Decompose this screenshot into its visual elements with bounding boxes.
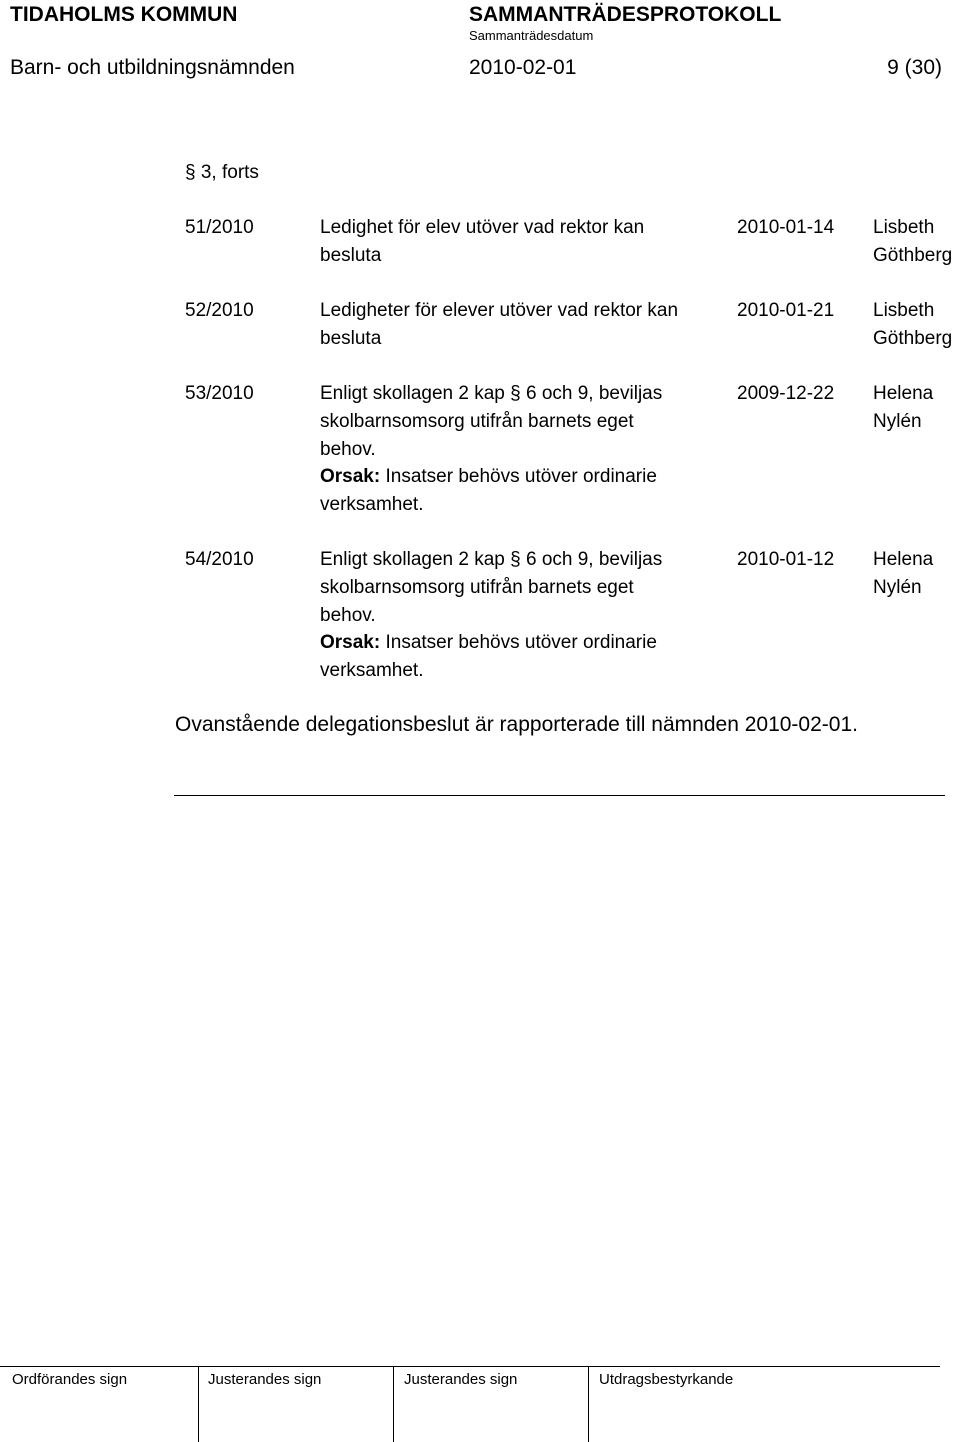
decision-number: 52/2010 xyxy=(185,300,254,321)
committee-name: Barn- och utbildningsnämnden xyxy=(10,56,295,79)
decision-text-line: behov. xyxy=(320,439,376,460)
section-symbol: § xyxy=(510,549,521,570)
section-symbol: § xyxy=(510,383,521,404)
decision-date: 2009-12-22 xyxy=(737,383,835,404)
decision-text-line xyxy=(320,546,662,574)
decision-text-pre: Enligt skollagen 2 kap xyxy=(320,549,505,570)
municipality-name: TIDAHOLMS KOMMUN xyxy=(10,3,238,26)
document-type: SAMMANTRÄDESPROTOKOLL xyxy=(469,3,782,26)
decision-number: 51/2010 xyxy=(185,217,254,238)
divider-line xyxy=(174,795,945,796)
decision-text-line: skolbarnsomsorg utifrån barnets eget xyxy=(320,577,634,598)
decision-text-line xyxy=(320,380,662,408)
decision-text-line: besluta xyxy=(320,245,382,266)
signature-field-certification: Utdragsbestyrkande xyxy=(599,1371,734,1388)
decision-text-post: 6 och 9, beviljas xyxy=(525,549,663,570)
reason-label: Orsak: xyxy=(320,466,381,487)
decision-number: 54/2010 xyxy=(185,549,254,570)
meeting-date-label: Sammanträdesdatum xyxy=(469,28,594,43)
decision-person: Göthberg xyxy=(873,328,953,349)
decision-person: Nylén xyxy=(873,577,922,598)
decision-person: Lisbeth xyxy=(873,300,935,321)
decision-text-pre: Enligt skollagen 2 kap xyxy=(320,383,505,404)
footer-divider xyxy=(588,1366,589,1442)
decision-reason xyxy=(320,629,657,657)
decision-text-line: Ledighet för elev utöver vad rektor kan xyxy=(320,217,645,238)
decision-person: Nylén xyxy=(873,411,922,432)
summary-text: Ovanstående delegationsbeslut är rapporterade till nämnden 2010-02-01. xyxy=(175,713,858,736)
decision-text-line: behov. xyxy=(320,605,376,626)
section-heading-text: 3, forts xyxy=(200,162,259,183)
section-heading xyxy=(185,159,259,187)
page-number: 9 (30) xyxy=(887,56,942,79)
decision-person: Helena xyxy=(873,383,934,404)
signature-field-chair: Ordförandes sign xyxy=(12,1371,128,1388)
meeting-date: 2010-02-01 xyxy=(469,56,577,79)
footer-divider xyxy=(198,1366,199,1442)
decision-reason-cont: verksamhet. xyxy=(320,494,424,515)
reason-label: Orsak: xyxy=(320,632,381,653)
decision-reason-cont: verksamhet. xyxy=(320,660,424,681)
signature-field-adjuster: Justerandes sign xyxy=(208,1371,322,1388)
decision-person: Helena xyxy=(873,549,934,570)
decision-text-line: besluta xyxy=(320,328,382,349)
decision-text-post: 6 och 9, beviljas xyxy=(525,383,663,404)
decision-text-line: Ledigheter för elever utöver vad rektor kan xyxy=(320,300,679,321)
signature-field-adjuster: Justerandes sign xyxy=(404,1371,518,1388)
decision-person: Lisbeth xyxy=(873,217,935,238)
decision-person: Göthberg xyxy=(873,245,953,266)
decision-date: 2010-01-21 xyxy=(737,300,835,321)
decision-reason xyxy=(320,463,657,491)
footer-top-line xyxy=(0,1366,940,1367)
section-symbol: § xyxy=(185,162,196,183)
decision-date: 2010-01-12 xyxy=(737,549,835,570)
decision-date: 2010-01-14 xyxy=(737,217,835,238)
decision-text-line: skolbarnsomsorg utifrån barnets eget xyxy=(320,411,634,432)
decision-number: 53/2010 xyxy=(185,383,254,404)
reason-text: Insatser behövs utöver ordinarie xyxy=(385,466,657,487)
footer-divider xyxy=(393,1366,394,1442)
reason-text: Insatser behövs utöver ordinarie xyxy=(385,632,657,653)
